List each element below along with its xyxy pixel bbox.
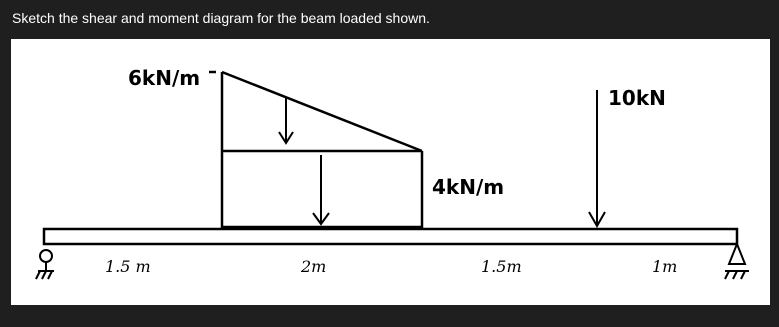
triangular-load [209, 72, 422, 151]
triangular-load-arrow [279, 97, 293, 143]
span-label-3: 1.5m [481, 257, 522, 276]
beam [44, 229, 737, 244]
span-label-2: 2m [301, 257, 327, 276]
beam-diagram [11, 39, 770, 305]
triangular-load-label: 6kN/m [128, 66, 201, 90]
left-support-icon [36, 250, 54, 279]
point-load-label: 10kN [608, 86, 666, 110]
problem-statement: Sketch the shear and moment diagram for the beam loaded shown. [12, 10, 430, 26]
diagram-canvas [11, 39, 770, 305]
point-load-arrow [589, 90, 605, 226]
uniform-load-label: 4kN/m [432, 175, 505, 199]
span-label-1: 1.5 m [105, 257, 151, 276]
right-support-icon [725, 244, 749, 279]
span-label-4: 1m [652, 257, 678, 276]
uniform-load-arrow [313, 155, 329, 224]
